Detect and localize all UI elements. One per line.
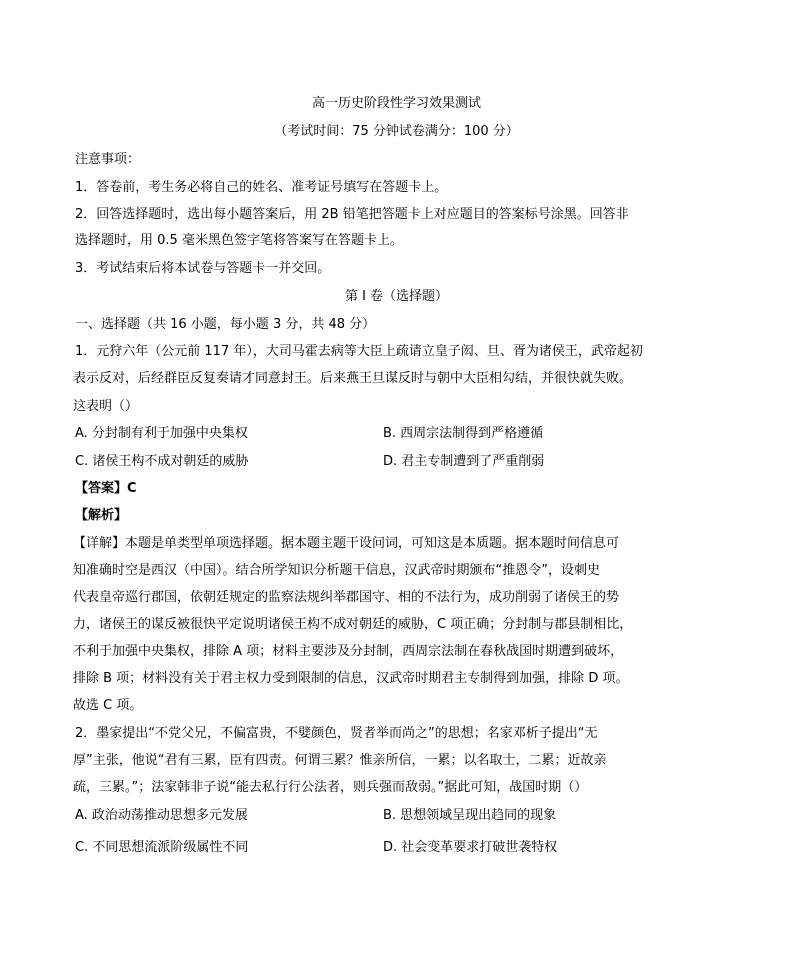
q1-explanation-line-2: 知准确时空是西汉（中国）。结合所学知识分析题干信息，汉武帝时期颁布“推恩令”，设刺史	[73, 563, 600, 578]
q1-analysis-label: 【解析】	[75, 508, 128, 523]
q2-stem-line-3: 疏，三累。”；法家韩非子说“能去私行行公法者，则兵强而敌弱。”据此可知，战国时期（）	[73, 780, 588, 795]
q2-stem-line-2: 厚”主张，他说“君有三累，臣有四责。何谓三累？惟亲所信，一累；以名取士，二累；近故亲	[73, 753, 607, 768]
notice-heading: 注意事项：	[75, 152, 141, 167]
q1-stem-line-3: 这表明（）	[73, 399, 139, 414]
q1-explanation-line-3: 代表皇帝巡行郡国，依朝廷规定的监察法规纠举郡国守、相的不法行为，成功削弱了诸侯王的势	[73, 590, 620, 605]
q1-stem-line-1: 1．元狩六年（公元前 117 年），大司马霍去病等大臣上疏请立皇子闳、旦、胥为诸侯王，武帝起初	[75, 344, 643, 359]
section-title: 第 I 卷（选择题）	[344, 289, 449, 304]
q2-option-b: B. 思想领域呈现出趋同的现象	[383, 808, 557, 823]
exam-subtitle: （考试时间：75 分钟试卷满分：100 分）	[274, 124, 519, 139]
notice-item-1: 1．答卷前，考生务必将自己的姓名、准考证号填写在答题卡上。	[75, 180, 448, 195]
exam-title: 高一历史阶段性学习效果测试	[311, 96, 481, 111]
q1-explanation-line-4: 力，诸侯王的谋反被很快平定说明诸侯王构不成对朝廷的威胁，C 项正确；分封制与郡县制相比，	[73, 617, 633, 632]
q2-stem-line-1: 2．墨家提出“不党父兄，不偏富贵，不嬖颜色，贤者举而尚之”的思想；名家邓析子提出“无	[75, 726, 598, 741]
q2-option-a: A. 政治动荡推动思想多元发展	[75, 808, 248, 823]
q1-option-b: B. 西周宗法制得到严格遵循	[383, 426, 544, 441]
q1-stem-line-2: 表示反对，后经群臣反复奏请才同意封王。后来燕王旦谋反时与朝中大臣相勾结，并很快就失败。	[73, 371, 633, 386]
q2-option-d: D. 社会变革要求打破世袭特权	[383, 840, 558, 855]
q2-option-c: C. 不同思想流派阶级属性不同	[75, 840, 249, 855]
q1-option-a: A. 分封制有利于加强中央集权	[75, 426, 248, 441]
q1-explanation-line-7: 故选 C 项。	[73, 698, 143, 713]
q1-option-c: C. 诸侯王构不成对朝廷的威胁	[75, 454, 249, 469]
q1-explanation-line-5: 不利于加强中央集权，排除 A 项；材料主要涉及分封制，西周宗法制在春秋战国时期遭到破坏，	[73, 644, 624, 659]
q1-explanation-line-6: 排除 B 项；材料没有关于君主权力受到限制的信息，汉武帝时期君主专制得到加强，排除 D 项。	[73, 671, 629, 686]
notice-item-2: 2．回答选择题时，选出每小题答案后，用 2B 铅笔把答题卡上对应题目的答案标号涂黑。回答非	[75, 207, 629, 222]
section-instruction: 一、选择题（共 16 小题，每小题 3 分，共 48 分）	[75, 317, 376, 332]
q1-option-d: D. 君主专制遭到了严重削弱	[383, 454, 545, 469]
q1-answer: 【答案】C	[75, 481, 137, 496]
notice-item-3: 3．考试结束后将本试卷与答题卡一并交回。	[75, 261, 331, 276]
notice-item-2-cont: 选择题时，用 0.5 毫米黑色签字笔将答案写在答题卡上。	[75, 233, 403, 248]
q1-explanation-line-1: 【详解】本题是单类型单项选择题。据本题主题干设问词，可知这是本质题。据本题时间信息可	[73, 536, 620, 551]
